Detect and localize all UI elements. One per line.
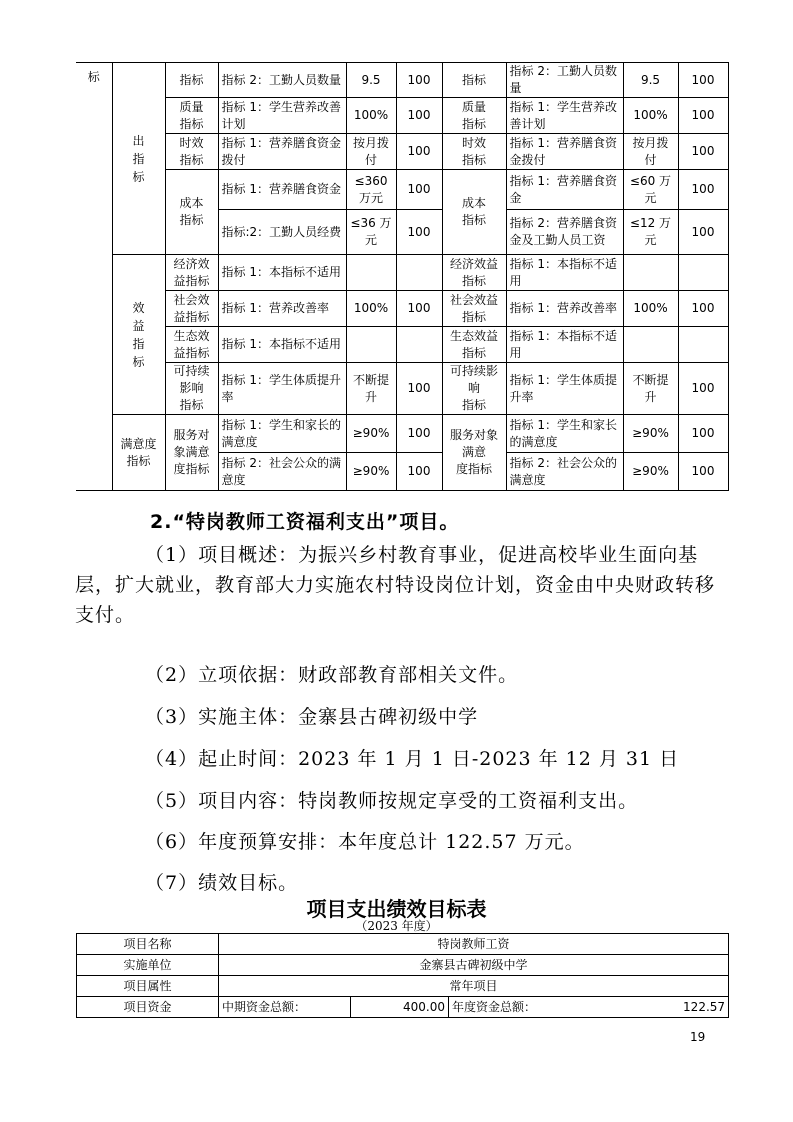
score-cell bbox=[678, 255, 728, 291]
indicator-cell: 指标 1：学生和家长的满意度 bbox=[218, 415, 346, 453]
project-table-title: 项目支出绩效目标表 bbox=[306, 897, 487, 921]
score-cell: 100 bbox=[678, 134, 728, 170]
score-cell bbox=[396, 255, 442, 291]
indicator-cell: 指标 1：营养膳食资金 bbox=[218, 170, 346, 210]
value-cell: 不断提 升 bbox=[346, 363, 396, 415]
indicator-cell: 指标 1：学生营养改善计划 bbox=[506, 98, 623, 134]
year-fund-cell bbox=[449, 997, 729, 1018]
mid-fund-label: 中期资金总额： bbox=[219, 997, 351, 1018]
type-cell: 服务对 象满意 度指标 bbox=[165, 415, 218, 491]
score-cell: 100 bbox=[396, 210, 442, 255]
indicator-cell: 指标 1：学生和家长的满意度 bbox=[506, 415, 623, 453]
project-name-label: 项目名称 bbox=[77, 934, 219, 955]
paragraph-basis: （2）立项依据：财政部教育部相关文件。 bbox=[145, 664, 519, 686]
attr-value: 常年项目 bbox=[219, 976, 729, 997]
type-cell: 指标 bbox=[442, 63, 506, 98]
value-cell: ≤60 万 元 bbox=[623, 170, 678, 210]
type-cell: 社会效 益指标 bbox=[165, 291, 218, 327]
value-cell bbox=[346, 255, 396, 291]
type-cell: 社会效益 指标 bbox=[442, 291, 506, 327]
side-label: 标 bbox=[76, 63, 112, 491]
paragraph-period: （4）起止时间：2023 年 1 月 1 日-2023 年 12 月 31 日 bbox=[145, 748, 680, 770]
mid-fund-value: 400.00 bbox=[351, 997, 449, 1018]
paragraph-budget: （6）年度预算安排：本年度总计 122.57 万元。 bbox=[145, 831, 585, 853]
score-cell: 100 bbox=[678, 63, 728, 98]
score-cell: 100 bbox=[678, 291, 728, 327]
value-cell bbox=[623, 255, 678, 291]
paragraph-goals: （7）绩效目标。 bbox=[145, 872, 299, 894]
score-cell: 100 bbox=[678, 363, 728, 415]
satisfaction-group-label: 满意度 指标 bbox=[112, 415, 165, 491]
score-cell: 100 bbox=[678, 415, 728, 453]
section-heading: 2.“特岗教师工资福利支出”项目。 bbox=[150, 511, 460, 533]
year-fund-label: 年度资金总额： bbox=[452, 1000, 537, 1014]
value-cell: 100% bbox=[623, 291, 678, 327]
type-cell: 生态效益 指标 bbox=[442, 327, 506, 363]
value-cell: ≤12 万 元 bbox=[623, 210, 678, 255]
score-cell: 100 bbox=[678, 170, 728, 210]
paragraph-content: （5）项目内容：特岗教师按规定享受的工资福利支出。 bbox=[145, 790, 639, 812]
indicator-cell: 指标 2：社会公众的满意度 bbox=[218, 453, 346, 491]
value-cell: ≥90% bbox=[346, 453, 396, 491]
value-cell: ≥90% bbox=[346, 415, 396, 453]
unit-label: 实施单位 bbox=[77, 955, 219, 976]
type-cell: 时效 指标 bbox=[165, 134, 218, 170]
value-cell bbox=[346, 327, 396, 363]
score-cell: 100 bbox=[678, 98, 728, 134]
type-cell: 可持续影 响 指标 bbox=[442, 363, 506, 415]
project-table-year: （2023 年度） bbox=[355, 919, 438, 933]
page-number: 19 bbox=[690, 1030, 706, 1044]
type-cell: 可持续 影响 指标 bbox=[165, 363, 218, 415]
indicator-cell: 指标 1：学生体质提升率 bbox=[506, 363, 623, 415]
type-cell: 指标 bbox=[165, 63, 218, 98]
value-cell: 按月拨 付 bbox=[346, 134, 396, 170]
indicator-cell: 指标 1：学生体质提升率 bbox=[218, 363, 346, 415]
fund-label: 项目资金 bbox=[77, 997, 219, 1018]
value-cell: 100% bbox=[346, 291, 396, 327]
paragraph-implementer: （3）实施主体：金寨县古碑初级中学 bbox=[145, 706, 479, 728]
type-cell: 成本 指标 bbox=[442, 170, 506, 255]
attr-label: 项目属性 bbox=[77, 976, 219, 997]
indicator-cell: 指标 2：社会公众的满意度 bbox=[506, 453, 623, 491]
project-table bbox=[76, 933, 729, 1018]
score-cell: 100 bbox=[396, 98, 442, 134]
value-cell bbox=[623, 327, 678, 363]
indicator-cell: 指标 1：营养改善率 bbox=[218, 291, 346, 327]
indicator-cell: 指标 1：营养膳食资金拨付 bbox=[218, 134, 346, 170]
output-group-label: 出 指 标 bbox=[112, 63, 165, 255]
type-cell: 成本 指标 bbox=[165, 170, 218, 255]
value-cell: ≥90% bbox=[623, 453, 678, 491]
indicator-cell: 指标 1：营养改善率 bbox=[506, 291, 623, 327]
type-cell: 经济效 益指标 bbox=[165, 255, 218, 291]
value-cell: 9.5 bbox=[346, 63, 396, 98]
score-cell: 100 bbox=[396, 63, 442, 98]
score-cell: 100 bbox=[396, 134, 442, 170]
unit-value: 金寨县古碑初级中学 bbox=[219, 955, 729, 976]
value-cell: 按月拨 付 bbox=[623, 134, 678, 170]
score-cell bbox=[396, 327, 442, 363]
paragraph-overview: （1）项目概述：为振兴乡村教育事业，促进高校毕业生面向基层，扩大就业，教育部大力实施农村特设岗位计划，资金由中央财政转移支付。 bbox=[75, 544, 716, 626]
indicator-table bbox=[76, 62, 729, 491]
score-cell: 100 bbox=[396, 291, 442, 327]
indicator-cell: 指标 1：营养膳食资金拨付 bbox=[506, 134, 623, 170]
value-cell: 100% bbox=[346, 98, 396, 134]
indicator-cell: 指标 1：营养膳食资金 bbox=[506, 170, 623, 210]
value-cell: ≤36 万 元 bbox=[346, 210, 396, 255]
score-cell: 100 bbox=[396, 170, 442, 210]
indicator-cell: 指标:2：工勤人员经费 bbox=[218, 210, 346, 255]
project-name-value: 特岗教师工资 bbox=[219, 934, 729, 955]
benefit-group-label: 效 益 指 标 bbox=[112, 255, 165, 415]
score-cell bbox=[678, 327, 728, 363]
indicator-cell: 指标 2：工勤人员数量 bbox=[218, 63, 346, 98]
score-cell: 100 bbox=[396, 453, 442, 491]
type-cell: 质量 指标 bbox=[165, 98, 218, 134]
type-cell: 时效 指标 bbox=[442, 134, 506, 170]
score-cell: 100 bbox=[396, 363, 442, 415]
score-cell: 100 bbox=[678, 210, 728, 255]
indicator-cell: 指标 1：本指标不适用 bbox=[218, 255, 346, 291]
indicator-cell: 指标 1：本指标不适用 bbox=[506, 255, 623, 291]
type-cell: 服务对象 满意 度指标 bbox=[442, 415, 506, 491]
type-cell: 质量 指标 bbox=[442, 98, 506, 134]
score-cell: 100 bbox=[396, 415, 442, 453]
indicator-cell: 指标 1：学生营养改善计划 bbox=[218, 98, 346, 134]
year-fund-value: 122.57 bbox=[683, 1000, 726, 1014]
value-cell: ≥90% bbox=[623, 415, 678, 453]
value-cell: 9.5 bbox=[623, 63, 678, 98]
indicator-cell: 指标 1：本指标不适用 bbox=[218, 327, 346, 363]
indicator-cell: 指标 2：营养膳食资金及工勤人员工资 bbox=[506, 210, 623, 255]
value-cell: 不断提 升 bbox=[623, 363, 678, 415]
type-cell: 生态效 益指标 bbox=[165, 327, 218, 363]
score-cell: 100 bbox=[678, 453, 728, 491]
value-cell: 100% bbox=[623, 98, 678, 134]
indicator-cell: 指标 2：工勤人员数量 bbox=[506, 63, 623, 98]
value-cell: ≤360 万元 bbox=[346, 170, 396, 210]
indicator-cell: 指标 1：本指标不适用 bbox=[506, 327, 623, 363]
type-cell: 经济效益 指标 bbox=[442, 255, 506, 291]
